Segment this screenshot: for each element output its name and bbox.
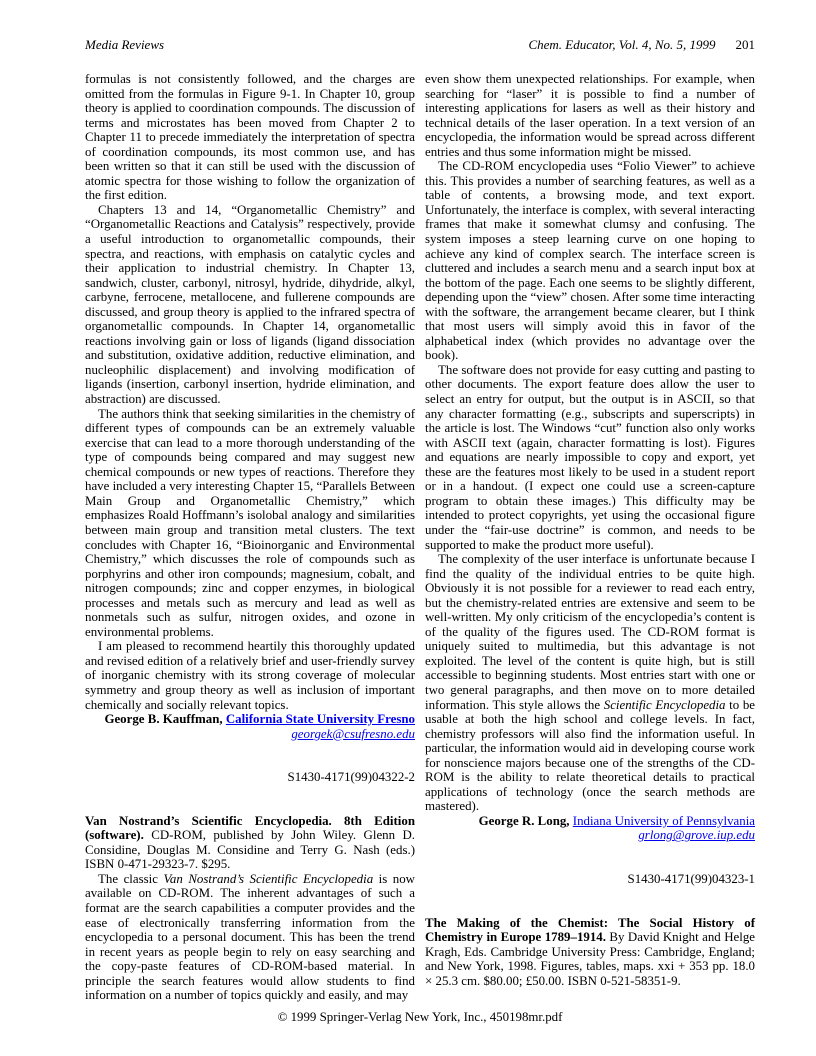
paragraph: The authors think that seeking similarities in the chemistry of different types of compounds can be an extremely valuable exercise that can lead to a more thorough understanding of the type of compounds being compared and may suggest new chemical compounds or new types of reactions. Therefore they have included a very interesting Chapter 15, “Parallels Between Main Group and Organometallic Chemistry,” which emphasizes Roald Hoffmann’s isolobal analogy and similarities between main group and transition metal clusters. The text concludes with Chapter 16, “Bioinorganic and Environmental Chemistry,” which discusses the role of compounds such as porphyrins and other iron compounds; magnesium, cobalt, and nitrogen compounds; zinc and copper enzymes, in biological processes and metals such as mercury and lead as well as nonmetals such as sulfur, nitrogen oxides, and ozone in environmental problems. <box>85 406 415 639</box>
footer-copyright: © 1999 Springer-Verlag New York, Inc., 450198mr.pdf <box>277 1010 563 1024</box>
paragraph-text: is now available on CD-ROM. The inherent advantages of such a format are the search capabilities a computer provides and the ease of electronically transferring information from the encyclopedia to a personal document. This has been the trend in recent years as people begin to rely on easy searching and the copy-paste features of CD-ROM-based material. In principle the search features would allow students to find information on a number of topics quickly and easily, and may <box>85 871 415 1003</box>
affiliation-link[interactable]: Indiana University of Pennsylvania <box>572 813 755 828</box>
paragraph: I am pleased to recommend heartily this thoroughly updated and revised edition of a relatively brief and user-friendly survey of inorganic chemistry with its strong coverage of molecular symmetry and group theory as well as inclusion of important chemically and socially relevant topics. <box>85 639 415 712</box>
review-title-rest: By David Knight and Helge Kragh, Eds. Cambridge University Press: Cambridge, England; and New York, 1998. Figures, tables, maps. xxi + 353 pp. 18.0 × 25.3 cm. $80.00; £50.00. ISBN 0-521-58351-9. <box>425 930 755 988</box>
left-column <box>85 72 415 1003</box>
article-id: S1430-4171(99)04323-1 <box>627 871 755 886</box>
book-title-italic: Scientific Encyclopedia <box>603 697 726 712</box>
paragraph <box>425 552 755 814</box>
right-column <box>425 72 755 1003</box>
running-head-journal: Chem. Educator, Vol. 4, No. 5, 1999 <box>528 37 716 52</box>
paragraph-text: The classic <box>98 871 164 886</box>
book-title-italic: Van Nostrand’s Scientific Encyclopedia <box>163 871 374 886</box>
reviewer-email-line <box>85 727 415 742</box>
running-head-section: Media Reviews <box>85 37 165 52</box>
paragraph: Chapters 13 and 14, “Organometallic Chemistry” and “Organometallic Reactions and Catalysis” respectively, provide a useful introduction to organometallic compounds, their spectra, and reactions, with emphasis on catalytic cycles and their application to industrial chemistry. In Chapter 13, sandwich, cluster, carbonyl, nitrosyl, hydride, dihydride, alkyl, carbyne, ferrocene, metallocene, and fullerene compounds are discussed, and group theory is applied to the infrared spectra of organometallic compounds. In Chapter 14, organometallic reactions involving gain or loss of ligands (ligand dissociation and substitution, oxidative addition, reductive elimination, and nucleophilic displacement) and involving modification of ligands (insertion, carbonyl insertion, hydride elimination, and abstraction) are discussed. <box>85 202 415 407</box>
article-id: S1430-4171(99)04322-2 <box>287 770 415 785</box>
review-title <box>425 916 755 989</box>
review-title-rest: CD-ROM, published by John Wiley. Glenn D. Considine, Douglas M. Considine and Terry G. Nash (eds.) ISBN 0-471-29323-7. $295. <box>85 828 415 872</box>
review-title-bold: Van Nostrand’s Scientific Encyclopedia. 8th Edition (software). <box>85 813 415 843</box>
paragraph: formulas is not consistently followed, and the charges are omitted from the formulas in Figure 9-1. In Chapter 10, group theory is applied to coordination compounds. The discussion of terms and microstates has been moved from Chapter 2 to Chapter 11 to precede immediately the interpretation of spectra of coordination compounds, its most common use, and has been written so that it can still be used with the discussion of atomic spectra for those wishing to follow the organization of the first edition. <box>85 72 415 203</box>
paragraph-text: The complexity of the user interface is unfortunate because I find the quality of the individual entries to be quite high. Obviously it is not possible for a reviewer to read each entry, but the chemistry-related entries are extensive and seem to be well-written. My only criticism of the encyclopedia’s content is of the quality of the figures used. The CD-ROM format is uniquely suited to multimedia, but this advantage is not exploited. The level of the content is quite high, but is still accessible to beginning students. Most entries start with one or two general paragraphs, and then move on to more detailed information. This style allows the <box>425 552 755 712</box>
running-head <box>85 38 755 52</box>
reviewer-email-line <box>425 828 755 843</box>
two-column-body <box>85 72 755 1003</box>
running-head-right <box>528 38 755 52</box>
paragraph: The CD-ROM encyclopedia uses “Folio Viewer” to achieve this. This provides a number of searching features, as well as a table of contents, a browsing mode, and text export. Unfortunately, the interface is complex, with several interacting frames that make it somewhat clumsy and confusing. The system imposes a steep learning curve on one hoping to achieve any kind of complex search. The interface screen is cluttered and includes a search menu and a search input box at the bottom of the page. Each one seems to be slightly different, depending upon the “view” chosen. After some time interacting with the software, the arrangement became clearer, but I think that most users will simply avoid this in favor of the alphabetical index (which provides no advantage over the book). <box>425 159 755 363</box>
reviewer-byline <box>85 712 415 727</box>
reviewer-name: George B. Kauffman, <box>104 712 223 727</box>
email-link[interactable]: georgek@csufresno.edu <box>291 726 415 741</box>
paragraph-text: to be usable at both the high school and college levels. In fact, chemistry professors will also find the information useful. In particular, the information would aid in developing course work for nonscience majors because one of the strengths of the CD-ROM is the ability to relate theoretical details to practical applications of technology (once the search methods are mastered). <box>425 697 755 814</box>
review-title-bold: The Making of the Chemist: The Social History of Chemistry in Europe 1789–1914. <box>425 915 755 945</box>
page-number: 201 <box>735 37 755 52</box>
paragraph: even show them unexpected relationships. For example, when searching for “laser” it is possible to find a number of interesting applications for lasers as well as their history and technical details of the laser operation. In a text version of an encyclopedia, the information would be spread across different entries and thus some information might be missed. <box>425 72 755 159</box>
reviewer-byline <box>425 814 755 829</box>
affiliation-link[interactable]: California State University Fresno <box>225 712 415 727</box>
review-title <box>85 814 415 872</box>
paragraph <box>85 872 415 1003</box>
email-link[interactable]: grlong@grove.iup.edu <box>638 828 755 843</box>
reviewer-name: George R. Long, <box>478 813 570 828</box>
paragraph: The software does not provide for easy cutting and pasting to other documents. The export feature does allow the user to select an entry for output, but the output is in ASCII, so that any character formatting (e.g., subscripts and superscripts) in the article is lost. The Windows “cut” function also only works with ASCII text (again, character formatting is lost). Figures and equations are nearly impossible to copy and export, yet these are the features most likely to be used in a student report or in a handout. (I expect one could use a screen-capture program to obtain these images.) This difficulty may be intended to protect copyrights, yet using the occasional figure under the “fair-use doctrine” is common, and needs to be supported to make the product more useful). <box>425 362 755 552</box>
